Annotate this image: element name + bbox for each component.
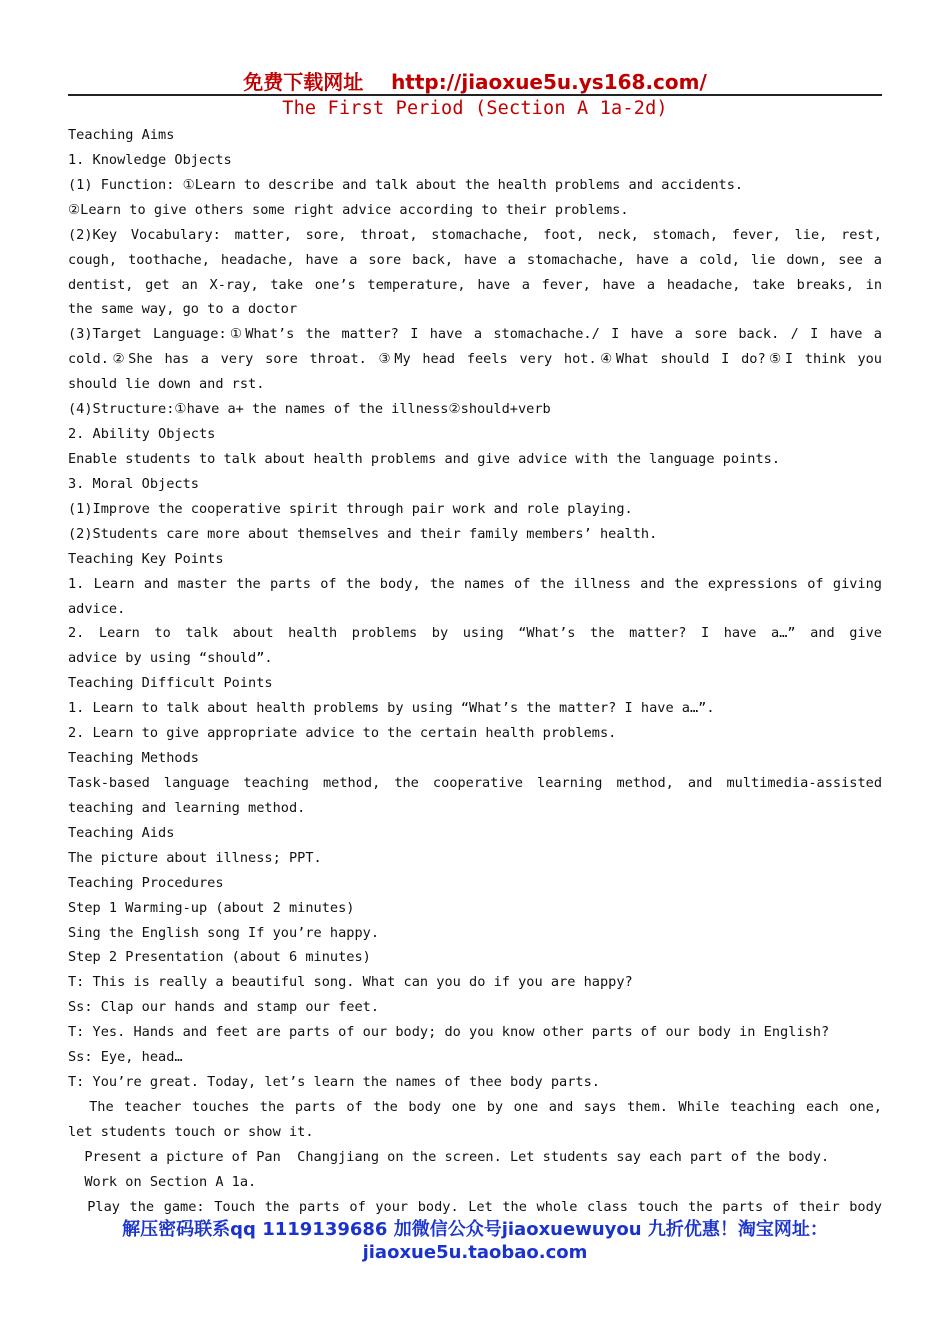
text-line: (2)Key Vocabulary: matter, sore, throat, stomachache, foot, neck, stomach, fever, lie, rest, [68,226,882,243]
text-line: Present a picture of Pan Changjiang on the screen. Let students say each part of the body. [68,1148,830,1165]
text-line: advice. [68,600,126,617]
page-header [0,66,950,95]
document-title: The First Period (Section A 1a-2d) [282,98,668,119]
text-line: 3. Moral Objects [68,475,199,492]
text-line: (1)Improve the cooperative spirit through pair work and role playing. [68,500,633,517]
text-line: (4)Structure:①have a+ the names of the illness②should+verb [68,401,551,418]
text-line: dentist, get an X-ray, take one’s temperature, have a fever, have a headache, take breaks, in [68,276,882,293]
text-line: 2. Learn to talk about health problems by using “What’s the matter? I have a…” and give [68,625,882,642]
text-line: 1. Learn and master the parts of the body, the names of the illness and the expressions of giving [68,575,882,592]
text-line: Enable students to talk about health problems and give advice with the language points. [68,450,781,467]
text-line: 2. Ability Objects [68,426,216,443]
header-url-link[interactable]: http://jiaoxue5u.ys168.com/ [391,70,707,94]
text-line: 1. Knowledge Objects [68,151,232,168]
section-heading-teaching-aims: Teaching Aims [68,127,175,143]
text-line: T: You’re great. Today, let’s learn the names of thee body parts. [68,1074,600,1091]
header-divider [68,94,882,96]
text-line: teaching and learning method. [68,799,306,816]
text-line: Step 1 Warming-up (about 2 minutes) [68,899,355,916]
text-line: the same way, go to a doctor [68,301,298,318]
section-heading-methods: Teaching Methods [68,750,199,767]
footer-contact-line: 解压密码联系qq 1119139686 加微信公众号jiaoxuewuyou 九折优惠！淘宝网址： [122,1219,828,1240]
text-line: 2. Learn to give appropriate advice to the certain health problems. [68,725,617,742]
text-line: should lie down and rst. [68,376,265,393]
text-line: (2)Students care more about themselves and their family members’ health. [68,525,658,542]
section-heading-aids: Teaching Aids [68,824,175,841]
footer-shop-link[interactable]: jiaoxue5u.taobao.com [362,1242,588,1263]
text-line: (3)Target Language:①What’s the matter? I have a stomachache./ I have a sore back. / I have a [68,326,882,343]
page-footer [0,1218,950,1264]
text-line: (1) Function: ①Learn to describe and talk about the health problems and accidents. [68,176,744,193]
header-label: 免费下载网址 [243,70,364,94]
document-body [68,123,882,1220]
text-line: The picture about illness; PPT. [68,849,322,866]
text-line: Ss: Clap our hands and stamp our feet. [68,999,379,1016]
section-heading-difficult-points: Teaching Difficult Points [68,675,273,692]
text-line: The teacher touches the parts of the body one by one and says them. While teaching each one, [68,1098,882,1115]
text-line: Task-based language teaching method, the cooperative learning method, and multimedia-assisted [68,774,882,791]
text-line: T: This is really a beautiful song. What can you do if you are happy? [68,974,633,991]
text-line: ②Learn to give others some right advice according to their problems. [68,201,629,218]
text-line: cough, toothache, headache, have a sore back, have a stomachache, have a cold, lie down, see a [68,251,882,268]
text-line: advice by using “should”. [68,650,273,667]
text-line: let students touch or show it. [68,1123,314,1140]
section-heading-procedures: Teaching Procedures [68,874,224,891]
text-line: Step 2 Presentation (about 6 minutes) [68,949,371,966]
text-line: Play the game: Touch the parts of your body. Let the whole class touch the parts of their body [68,1198,882,1215]
text-line: T: Yes. Hands and feet are parts of our body; do you know other parts of our body in English? [68,1024,830,1041]
text-line: 1. Learn to talk about health problems by using “What’s the matter? I have a…”. [68,700,715,717]
section-heading-key-points: Teaching Key Points [68,550,224,567]
text-line: Sing the English song If you’re happy. [68,924,379,941]
text-line: Ss: Eye, head… [68,1049,183,1066]
text-line: Work on Section A 1a. [68,1173,257,1190]
text-line: cold.②She has a very sore throat. ③My head feels very hot.④What should I do?⑤I think you [68,351,882,368]
